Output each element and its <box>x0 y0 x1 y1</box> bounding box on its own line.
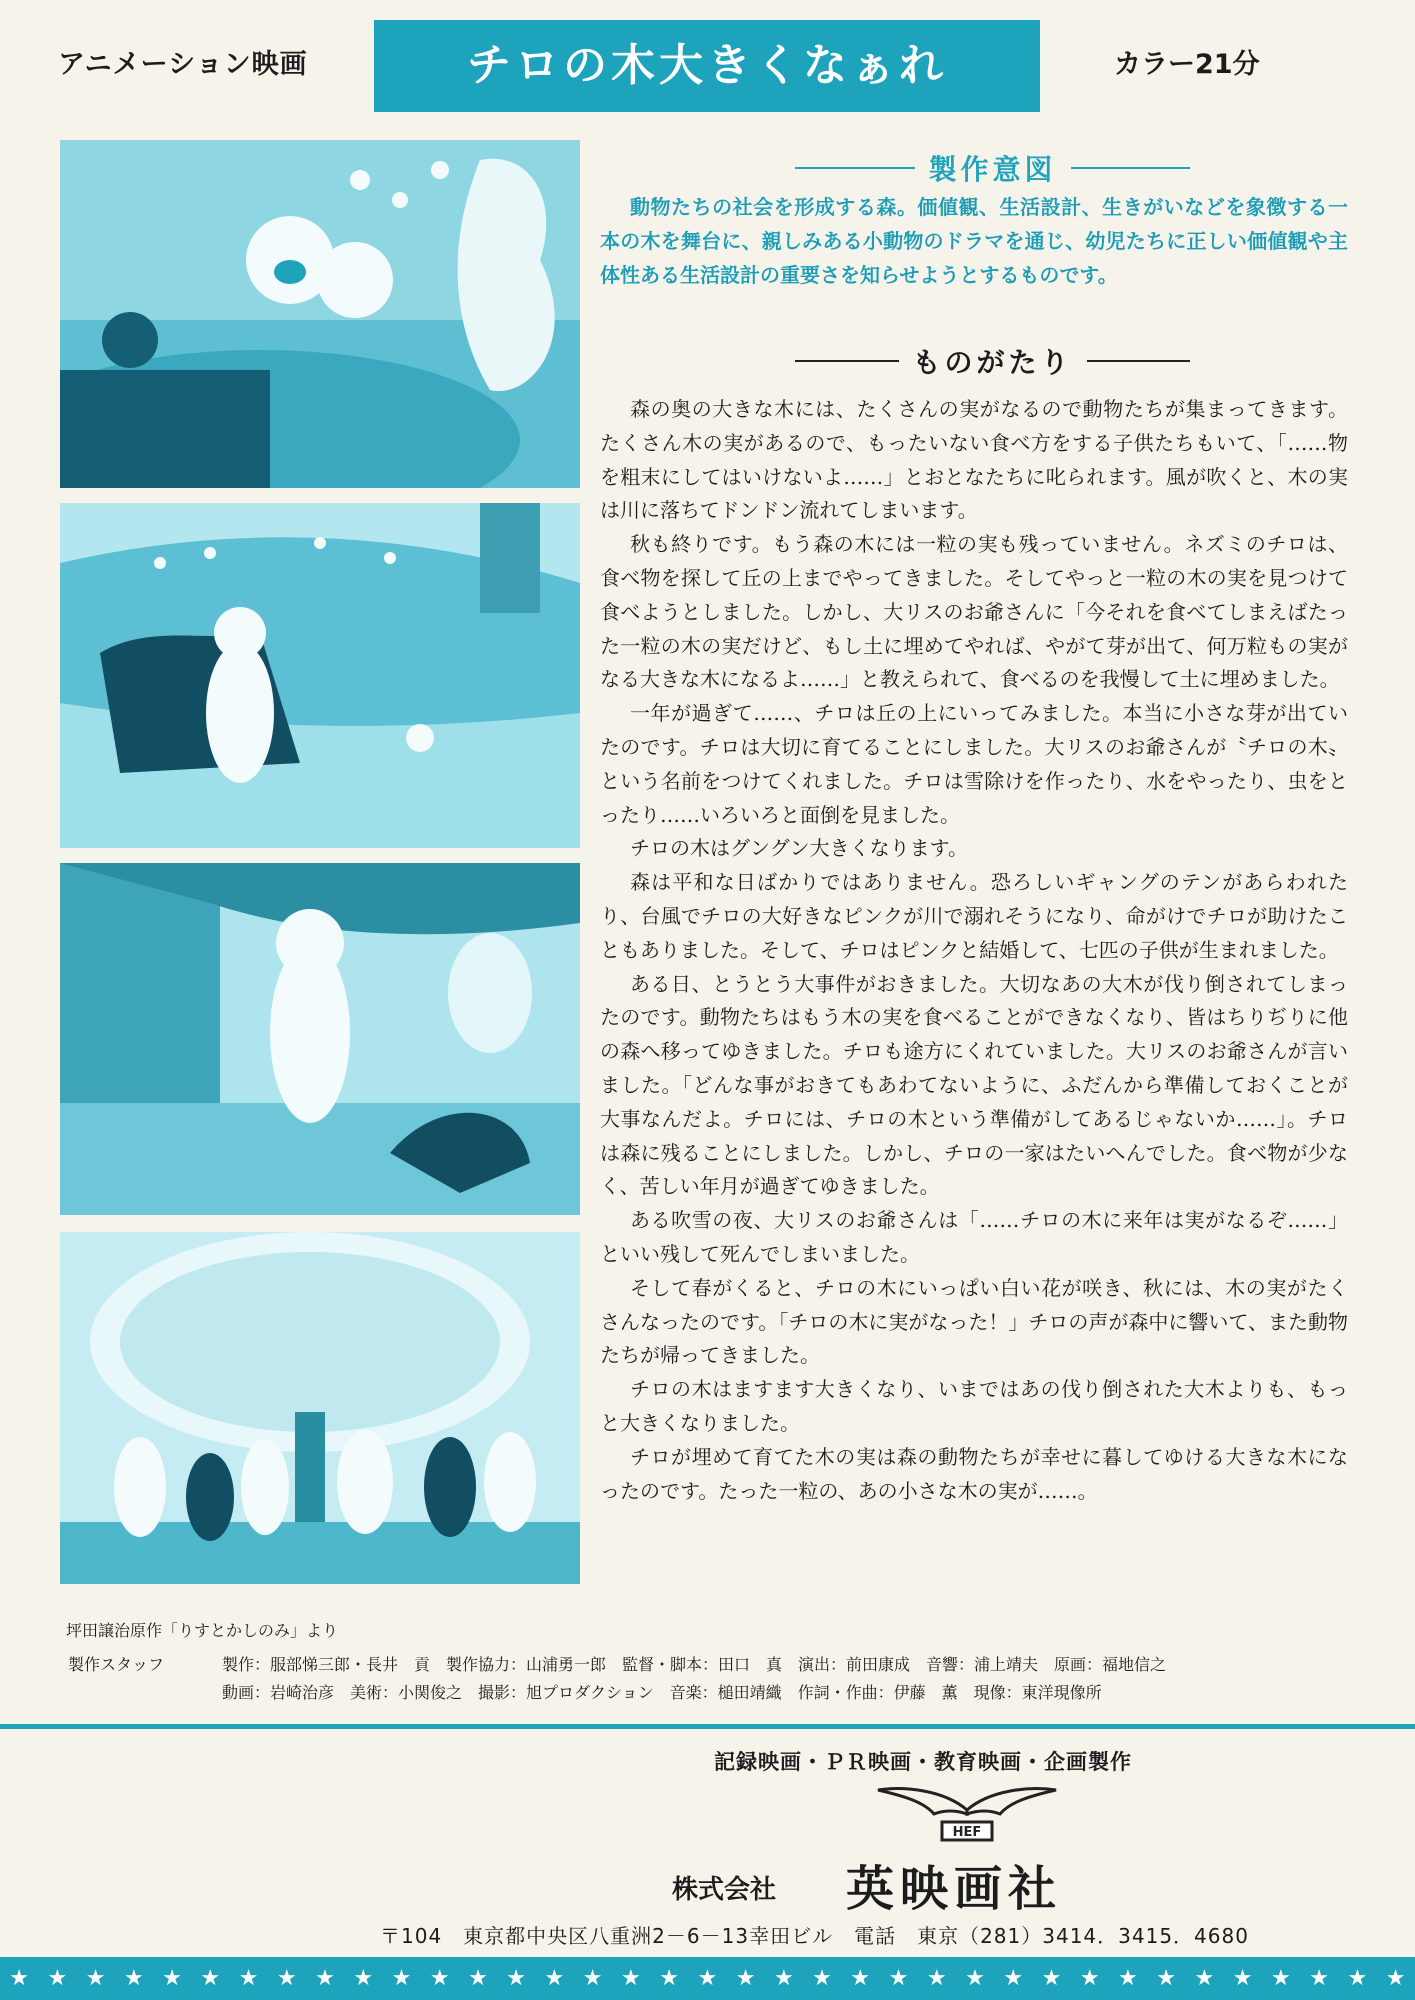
genre-label: アニメーション映画 <box>58 49 308 80</box>
star-icon: ★ <box>468 1966 488 1991</box>
story-heading <box>795 341 1190 381</box>
star-icon: ★ <box>353 1966 374 1991</box>
still-animals-under-blossom-tree <box>60 1232 580 1584</box>
staff-label: 製作スタッフ <box>68 1655 165 1674</box>
star-icon: ★ <box>123 1966 144 1991</box>
star-icon: ★ <box>9 1966 29 1991</box>
star-icon: ★ <box>812 1966 832 1991</box>
story-paragraph: チロの木はグングン大きくなります。 <box>630 836 968 861</box>
story-paragraph: 秋も終りです。もう森の木には一粒の実も残っていません。ネズミのチロは、食べ物を探して丘の上までやってきました。そしてやっと一粒の木の実を見つけて食べようとしました。しかし、大リスのお爺さんに「今それを食べてしまえばたった一粒の木の実だけど、もし土に埋めてやれば、やがて芽が出て、何万粒もの実がなる大きな木になるよ……」と教えられて、食べるのを我慢して土に埋めました。 <box>600 532 1348 692</box>
intent-body <box>600 190 1348 292</box>
still-squirrel-and-mouse-image <box>60 503 580 848</box>
story-paragraph: チロの木はますます大きくなり、いまではあの伐り倒された大木よりも、もっと大きくなりました。 <box>600 1377 1348 1435</box>
heading-rule-right <box>1071 167 1191 169</box>
star-icon: ★ <box>1232 1966 1253 1991</box>
star-icon: ★ <box>1156 1966 1177 1991</box>
star-icon: ★ <box>659 1966 679 1991</box>
story-paragraph: 森は平和な日ばかりではありません。恐ろしいギャングのテンがあらわれたり、台風でチロの大好きなピンクが川で溺れそうになり、命がけでチロが助けたこともありました。そして、チロはピンクと結婚して、七匹の子供が生まれました。 <box>600 870 1348 962</box>
story-paragraph: チロが埋めて育てた木の実は森の動物たちが幸せに暮してゆける大きな木になったのです。たった一粒の、あの小さな木の実が……。 <box>600 1444 1348 1503</box>
original-work-credit: 坪田譲治原作「りすとかしのみ」より <box>66 1621 339 1640</box>
story-paragraph: 森の奥の大きな木には、たくさんの実がなるので動物たちが集まってきます。たくさん木の実があるので、もったいない食べ方をする子供たちもいて、「……物を粗末にしてはいけないよ……」とおとなたちに叱られます。風が吹くと、木の実は川に落ちてドンドン流れてしまいます。 <box>600 397 1348 523</box>
star-icon: ★ <box>773 1966 794 1991</box>
star-icon: ★ <box>1003 1966 1024 1991</box>
star-icon: ★ <box>965 1966 985 1991</box>
story-paragraph: ある日、とうとう大事件がおきました。大切なあの大木が伐り倒されてしまったのです。動物たちはもう木の実を食べることができなくなり、皆はちりぢりに他の森へ移ってゆきました。チロも途方にくれていました。大リスのお爺さんが言いました。「どんな事がおきてもあわてないように、ふだんから準備しておくことが大事なんだよ。チロには、チロの木という準備がしてあるじゃないか……」。チロは森に残ることにしました。しかし、チロの一家はたいへんでした。食べ物が少なく、苦しい年月が過ぎてゆきました。 <box>600 971 1348 1199</box>
film-title: チロの木大きくなぁれ <box>467 40 947 91</box>
star-border-band <box>0 1957 1415 2000</box>
star-icon: ★ <box>850 1966 871 1991</box>
star-icon: ★ <box>47 1966 68 1991</box>
star-icon: ★ <box>200 1966 221 1991</box>
section-divider <box>0 1724 1415 1729</box>
star-icon: ★ <box>162 1966 182 1991</box>
runtime-label: カラー21分 <box>1114 49 1260 80</box>
heading-rule-right <box>1087 360 1191 362</box>
staff-credits-line-2: 動画：岩崎治彦 美術：小関俊之 撮影：旭プロダクション 音楽：槌田靖織 作詞・作曲：伊藤 薫 現像：東洋現像所 <box>222 1683 1102 1702</box>
star-icon: ★ <box>506 1966 527 1991</box>
hef-eagle-logo-icon <box>874 1780 1060 1844</box>
story-body <box>600 393 1348 1508</box>
star-icon: ★ <box>1079 1966 1100 1991</box>
heading-rule-left <box>795 167 915 169</box>
star-icon: ★ <box>735 1966 756 1991</box>
star-icon: ★ <box>1347 1966 1368 1991</box>
star-icon: ★ <box>315 1966 335 1991</box>
star-icon: ★ <box>429 1966 450 1991</box>
star-icon: ★ <box>391 1966 412 1991</box>
star-icon: ★ <box>1385 1966 1406 1991</box>
star-icon: ★ <box>544 1966 565 1991</box>
company-type: 株式会社 <box>672 1875 777 1905</box>
story-paragraph: そして春がくると、チロの木にいっぱい白い花が咲き、秋には、木の実がたくさんなったのです。「チロの木に実がなった！」チロの声が森中に響いて、また動物たちが帰ってきました。 <box>600 1275 1348 1368</box>
star-icon: ★ <box>1118 1966 1138 1991</box>
star-icon: ★ <box>238 1966 259 1991</box>
intent-heading-text: 製作意図 <box>928 153 1057 186</box>
logo-text: HEF <box>952 1825 982 1840</box>
still-bear-and-children <box>60 140 580 488</box>
star-icon: ★ <box>621 1966 641 1991</box>
company-address: 〒104 東京都中央区八重洲2－6－13幸田ビル 電話 東京（281）3414．3415．4680 <box>380 1924 1249 1948</box>
company-tagline: 記録映画・ＰＲ映画・教育映画・企画製作 <box>714 1750 1132 1774</box>
star-icon: ★ <box>1309 1966 1329 1991</box>
still-squirrel-and-mouse <box>60 503 580 848</box>
star-icon: ★ <box>276 1966 297 1991</box>
still-weasel-in-forest-image <box>60 863 580 1215</box>
star-icon: ★ <box>926 1966 947 1991</box>
star-icon: ★ <box>697 1966 718 1991</box>
star-icon: ★ <box>888 1966 909 1991</box>
story-paragraph: 一年が過ぎて……、チロは丘の上にいってみました。本当に小さな芽が出ていたのです。チロは大切に育てることにしました。大リスのお爺さんが〝チロの木〟という名前をつけてくれました。チロは雪除けを作ったり、水をやったり、虫をとったり……いろいろと面倒を見ました。 <box>600 701 1348 827</box>
intent-heading <box>795 148 1190 188</box>
story-paragraph: ある吹雪の夜、大リスのお爺さんは「……チロの木に来年は実がなるぞ……」といい残して死んでしまいました。 <box>600 1208 1348 1266</box>
star-icon: ★ <box>582 1966 603 1991</box>
star-icon: ★ <box>85 1966 106 1991</box>
company-name: 英映画社 <box>846 1861 1063 1917</box>
staff-credits-line-1: 製作：服部悌三郎・長井 貢 製作協力：山浦勇一郎 監督・脚本：田口 真 演出：前田康成 音響：浦上靖夫 原画：福地信之 <box>222 1655 1167 1674</box>
still-bear-and-children-image <box>60 140 580 488</box>
intent-paragraph: 動物たちの社会を形成する森。価値観、生活設計、生きがいなどを象徴する一本の木を舞台に、親しみある小動物のドラマを通じ、幼児たちに正しい価値観や主体性ある生活設計の重要さを知らせようとするものです。 <box>600 195 1348 287</box>
still-animals-under-blossom-tree-image <box>60 1232 580 1584</box>
star-icon: ★ <box>1270 1966 1291 1991</box>
heading-rule-left <box>795 360 899 362</box>
story-heading-text: ものがたり <box>912 346 1073 379</box>
title-banner <box>374 20 1040 112</box>
star-icon: ★ <box>1194 1966 1215 1991</box>
still-weasel-in-forest <box>60 863 580 1215</box>
star-icon: ★ <box>1041 1966 1062 1991</box>
